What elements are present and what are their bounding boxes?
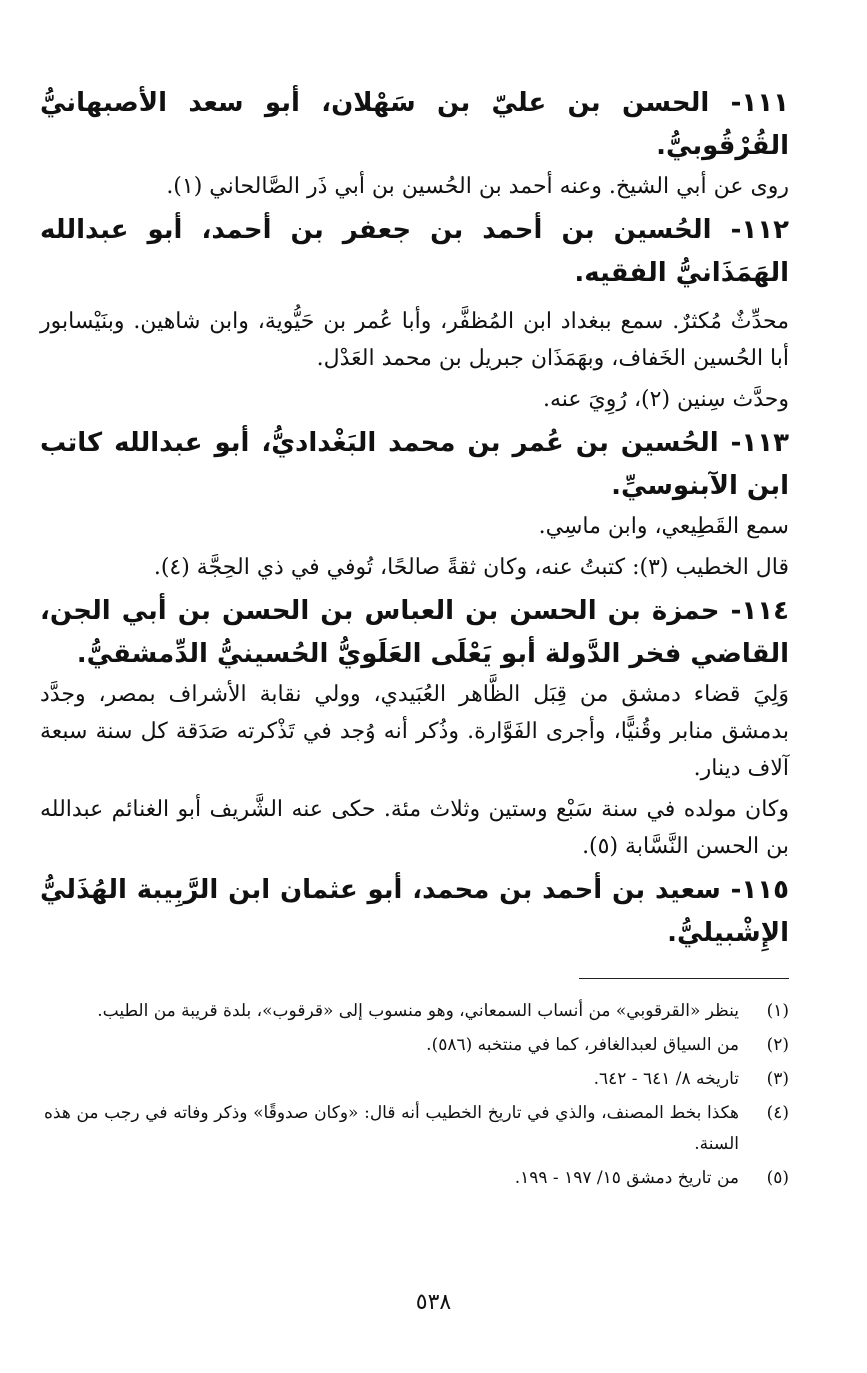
entry-111 (40, 82, 789, 205)
footnotes (44, 996, 789, 1197)
footnote-text: من السياق لعبدالغافر، كما في منتخبه (٥٨٦). (426, 1035, 739, 1055)
entry-115 (40, 869, 789, 955)
footnote-4 (44, 1098, 789, 1160)
footnote-mark: (٢) (766, 1035, 789, 1055)
entry-heading: ١١٤- حمزة بن الحسن بن العباس بن الحسن بن أبي الجن، القاضي فخر الدَّولة أبو يَعْلَى العَلَويُّ الحُسينيُّ الدِّمشقيُّ. (40, 596, 789, 669)
entry-paragraph: روى عن أبي الشيخ. وعنه أحمد بن الحُسين بن أبي ذَر الصَّالحاني (١). (166, 174, 789, 199)
footnote-text: ينظر «القرقوبي» من أنساب السمعاني، وهو منسوب إلى «قرقوب»، بلدة قريبة من الطيب. (97, 1001, 739, 1021)
footnote-2 (44, 1030, 789, 1061)
footnote-mark: (٣) (766, 1069, 789, 1089)
entry-paragraph: سمع القَطِيعي، وابن ماسِي. (538, 514, 789, 539)
footnote-mark: (٥) (766, 1168, 789, 1188)
entry-heading: ١١٥- سعيد بن أحمد بن محمد، أبو عثمان ابن الرَّبِيبة الهُذَليُّ الإِشْبيليُّ. (40, 875, 789, 948)
footnote-mark: (٤) (766, 1103, 789, 1123)
footnote-5 (44, 1163, 789, 1194)
footnote-mark: (١) (766, 1001, 789, 1021)
footnote-text: تاريخه ٨/ ٦٤١ - ٦٤٢. (593, 1069, 739, 1089)
entry-113 (40, 422, 789, 586)
footnote-text: هكذا بخط المصنف، والذي في تاريخ الخطيب أنه قال: «وكان صدوقًا» وذكر وفاته في رجب من هذه السنة. (44, 1103, 739, 1154)
footnote-separator (579, 978, 789, 979)
entry-heading: ١١٣- الحُسين بن عُمر بن محمد البَغْداديُّ، أبو عبدالله كاتب ابن الآبنوسيِّ. (40, 428, 789, 501)
entry-112 (40, 209, 789, 418)
entry-114 (40, 590, 789, 865)
entry-heading: ١١١- الحسن بن عليّ بن سَهْلان، أبو سعد الأصبهانيُّ القُرْقُوبيُّ. (40, 88, 789, 161)
entry-paragraph: محدِّثٌ مُكثرٌ. سمع ببغداد ابن المُظفَّر، وأبا عُمر بن حَيُّوية، وابن شاهين. وبنَيْسابور أبا الحُسين الخَفاف، وبهَمَذَان جبريل بن محمد العَدْل. (40, 309, 789, 371)
footnote-text: من تاريخ دمشق ١٥/ ١٩٧ - ١٩٩. (514, 1168, 739, 1188)
entry-paragraph: وَلِيَ قضاء دمشق من قِبَل الظَّاهر العُبَيدي، وولي نقابة الأشراف بمصر، وجدَّد بدمشق منابر وقُنيًّا، وأجرى الفَوَّارة. وذُكر أنه وُجد في تَذْكرته صَدَقة كل سنة سبعة آلاف دينار. (40, 682, 789, 781)
footnote-3 (44, 1064, 789, 1095)
entry-paragraph: وكان مولده في سنة سَبْع وستين وثلاث مئة. حكى عنه الشَّريف أبو الغنائم عبدالله بن الحسن النَّسَّابة (٥). (40, 797, 789, 859)
entry-paragraph: قال الخطيب (٣): كتبتُ عنه، وكان ثقةً صالحًا، تُوفي في ذي الحِجَّة (٤). (153, 555, 789, 580)
entry-heading: ١١٢- الحُسين بن أحمد بن جعفر بن أحمد، أبو عبدالله الهَمَذَانيُّ الفقيه. (40, 215, 789, 288)
entry-paragraph: وحدَّث سِنين (٢)، رُوِيَ عنه. (542, 387, 789, 412)
page-number: ٥٣٨ (415, 1290, 452, 1315)
footnote-1 (44, 996, 789, 1027)
